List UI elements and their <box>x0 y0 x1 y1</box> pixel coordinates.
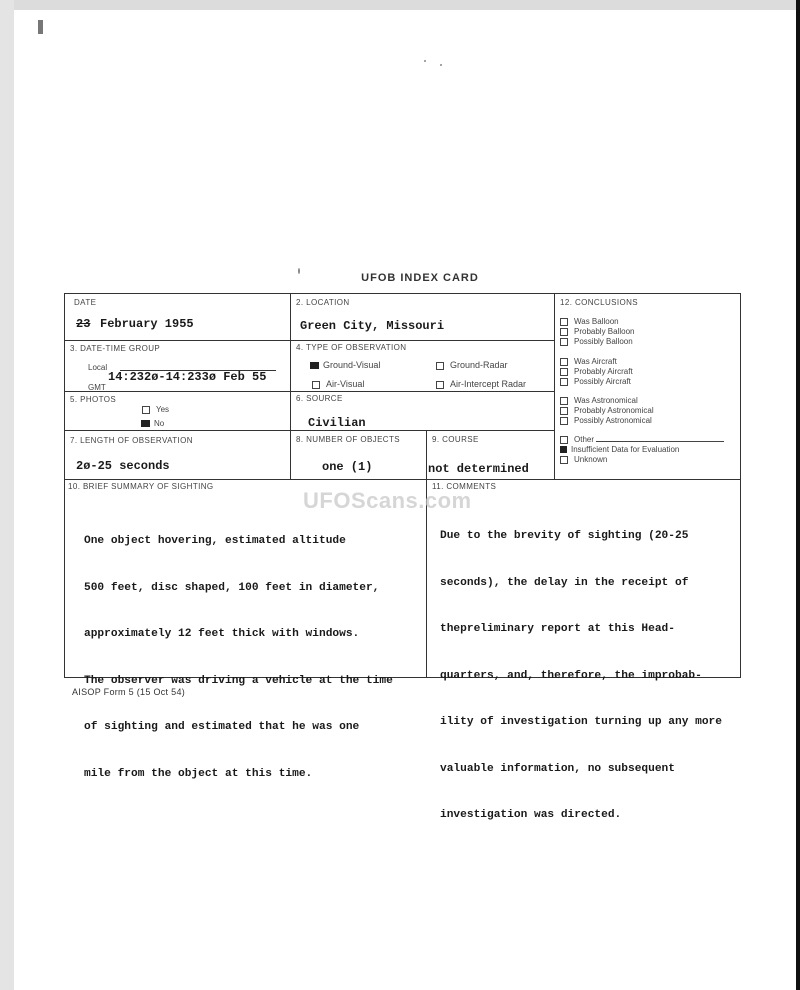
row-divider-1 <box>64 340 554 341</box>
conclusion-item: Other <box>560 435 724 445</box>
summary-line: approximately 12 feet thick with windows. <box>84 628 360 640</box>
photos-yes-option: Yes <box>142 405 169 414</box>
column-divider-1 <box>290 293 291 479</box>
source-label: 6. SOURCE <box>296 394 343 403</box>
checkbox-icon <box>436 362 444 370</box>
conclusion-item: Possibly Aircraft <box>560 377 633 387</box>
summary-line: of sighting and estimated that he was one <box>84 721 360 733</box>
scan-border-right <box>796 0 800 990</box>
conclusion-item: Was Astronomical <box>560 396 654 406</box>
watermark: UFOScans.com <box>303 488 472 513</box>
course-label: 9. COURSE <box>432 435 479 444</box>
checkbox-icon <box>560 328 568 336</box>
air-visual-option: Air-Visual <box>312 379 364 389</box>
scan-border-top <box>0 0 800 10</box>
checkbox-icon <box>142 406 150 414</box>
brief-summary-text <box>84 503 393 813</box>
type-of-observation-label: 4. TYPE OF OBSERVATION <box>296 343 407 352</box>
checkbox-icon <box>560 318 568 326</box>
checkbox-icon <box>560 368 568 376</box>
conclusion-item: Was Aircraft <box>560 357 633 367</box>
date-time-value: 14:232ø-14:233ø Feb 55 <box>108 370 267 384</box>
row-divider-2 <box>64 391 554 392</box>
length-of-observation-label: 7. LENGTH OF OBSERVATION <box>70 436 193 445</box>
scan-speck <box>440 64 442 66</box>
row-divider-3 <box>64 430 554 431</box>
comments-label: 11. COMMENTS <box>432 482 497 491</box>
checkbox-icon <box>312 381 320 389</box>
air-intercept-radar-option: Air-Intercept Radar <box>436 379 526 389</box>
comments-line: Due to the brevity of sighting (20-25 <box>440 530 689 542</box>
conclusion-item-selected: Insufficient Data for Evaluation <box>560 445 724 455</box>
comments-line: ility of investigation turning up any more <box>440 716 722 728</box>
scan-edge-mark <box>38 20 43 34</box>
conclusion-group-aircraft <box>560 357 633 387</box>
comments-line: quarters, and, therefore, the improbab- <box>440 669 702 682</box>
checkbox-icon <box>560 378 568 386</box>
checked-box-icon <box>310 362 319 369</box>
summary-line: One object hovering, estimated altitude <box>84 535 346 547</box>
scan-border-left <box>0 0 14 990</box>
ground-radar-option: Ground-Radar <box>436 360 508 370</box>
row-divider-4 <box>64 479 740 480</box>
photos-label: 5. PHOTOS <box>70 395 117 404</box>
location-value: Green City, Missouri <box>300 319 445 333</box>
conclusion-item: Probably Astronomical <box>560 406 654 416</box>
checkbox-icon <box>436 381 444 389</box>
column-divider-2 <box>554 293 555 479</box>
form-footer: AISOP Form 5 (15 Oct 54) <box>72 687 186 697</box>
gmt-label: GMT <box>88 383 106 392</box>
summary-line: 500 feet, disc shaped, 100 feet in diameter, <box>84 581 380 594</box>
summary-line: mile from the object at this time. <box>84 767 313 780</box>
comments-line: seconds), the delay in the receipt of <box>440 576 689 589</box>
checkbox-icon <box>560 436 568 444</box>
date-value: February 1955 <box>100 317 194 331</box>
ground-visual-option: Ground-Visual <box>310 360 380 370</box>
source-value: Civilian <box>308 416 366 430</box>
date-label: DATE <box>74 298 97 307</box>
checkbox-icon <box>560 358 568 366</box>
checked-box-icon <box>560 446 567 453</box>
checkbox-icon <box>560 456 568 464</box>
column-divider-3 <box>426 431 427 678</box>
card-title: UFOB INDEX CARD <box>361 272 479 284</box>
local-label: Local <box>88 363 108 372</box>
date-time-group-label: 3. DATE-TIME GROUP <box>70 344 161 353</box>
checkbox-icon <box>560 417 568 425</box>
summary-line: The observer was driving a vehicle at the time <box>84 674 393 687</box>
number-of-objects-value: one (1) <box>322 460 373 474</box>
other-underline <box>596 441 724 442</box>
location-label: 2. LOCATION <box>296 298 350 307</box>
conclusion-group-astronomical <box>560 396 654 426</box>
date-struck-value: 23 <box>76 317 91 331</box>
comments-text <box>440 498 722 855</box>
conclusion-item: Possibly Astronomical <box>560 416 654 426</box>
checked-box-icon <box>141 420 150 427</box>
comments-line: investigation was directed. <box>440 809 622 821</box>
checkbox-icon <box>560 338 568 346</box>
photos-no-option: No <box>141 419 164 428</box>
conclusion-item: Unknown <box>560 455 724 465</box>
card-border-left <box>64 293 65 678</box>
conclusion-group-balloon <box>560 317 634 347</box>
card-border-top <box>64 293 740 294</box>
comments-line: thepreliminary report at this Head- <box>440 623 675 635</box>
conclusion-item: Probably Aircraft <box>560 367 633 377</box>
scan-speck <box>424 60 426 62</box>
course-value: not determined <box>428 462 529 476</box>
conclusions-label: 12. CONCLUSIONS <box>560 298 639 307</box>
length-of-observation-value: 2ø-25 seconds <box>76 459 170 473</box>
conclusion-item: Probably Balloon <box>560 327 634 337</box>
comments-line: valuable information, no subsequent <box>440 762 675 775</box>
checkbox-icon <box>560 407 568 415</box>
conclusion-item: Possibly Balloon <box>560 337 634 347</box>
card-border-right <box>740 293 741 678</box>
number-of-objects-label: 8. NUMBER OF OBJECTS <box>296 435 401 444</box>
brief-summary-label: 10. BRIEF SUMMARY OF SIGHTING <box>68 482 214 491</box>
conclusion-item: Was Balloon <box>560 317 634 327</box>
checkbox-icon <box>560 397 568 405</box>
conclusion-group-other <box>560 435 724 465</box>
